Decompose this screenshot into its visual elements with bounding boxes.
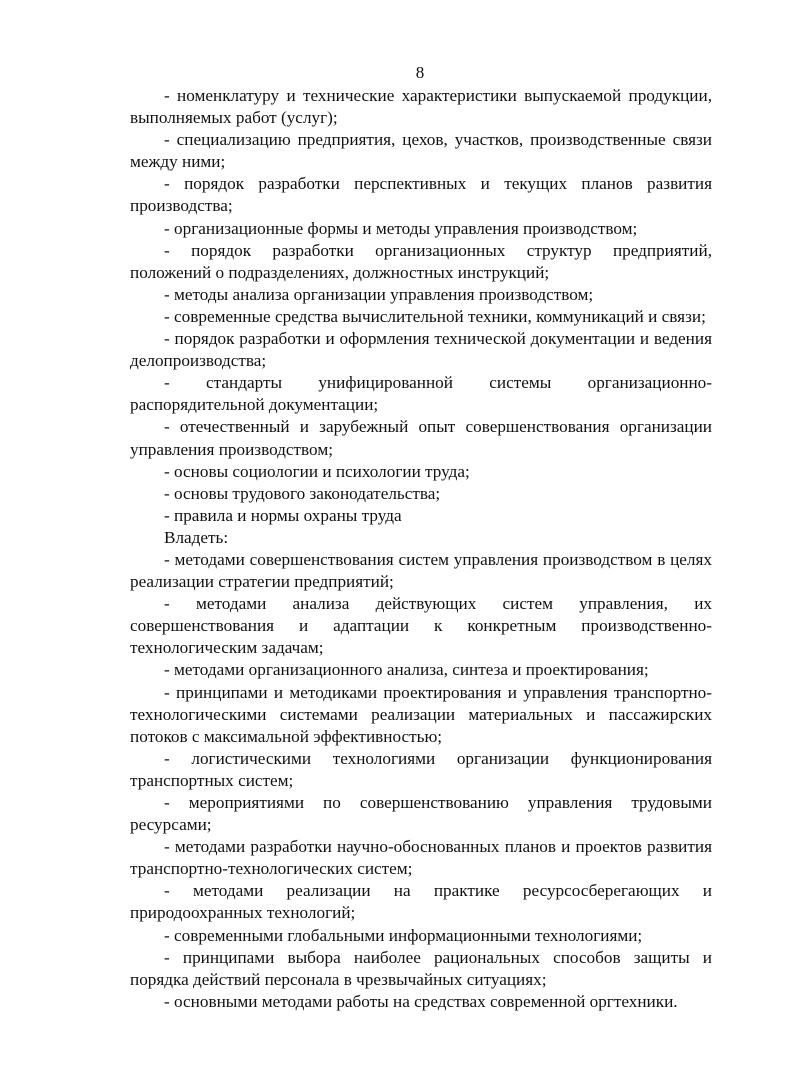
list-item: - методами разработки научно-обоснованных планов и проектов развития транспортно-технологических систем;: [130, 837, 712, 879]
list-item: - принципами и методиками проектирования и управления транспортно-технологическими системами реализации материальных и пассажирских потоков с максимальной эффективностью;: [130, 682, 712, 746]
list-item: - современными глобальными информационными технологиями;: [164, 925, 643, 945]
list-item: - логистическими технологиями организации функционирования транспортных систем;: [130, 748, 712, 790]
list-item: - основы социологии и психологии труда;: [164, 461, 470, 481]
list-item: - отечественный и зарубежный опыт совершенствования организации управления производством;: [130, 417, 712, 459]
section-heading: Владеть:: [164, 527, 229, 547]
list-item: - основы трудового законодательства;: [164, 483, 441, 503]
page-number: 8: [415, 63, 425, 82]
list-item: - методами анализа действующих систем управления, их совершенствования и адаптации к конкретным производственно-технологическим задачам;: [130, 594, 712, 658]
list-item: - основными методами работы на средствах современной оргтехники.: [164, 991, 678, 1011]
list-item: - методами совершенствования систем управления производством в целях реализации стратегии предприятий;: [130, 549, 712, 592]
list-item: - порядок разработки организационных структур предприятий, положений о подразделениях, должностных инструкций;: [130, 240, 712, 282]
list-item: - методами реализации на практике ресурсосберегающих и природоохранных технологий;: [130, 881, 712, 923]
list-item: - методы анализа организации управления производством;: [164, 284, 594, 304]
list-item: - номенклатуру и технические характеристики выпускаемой продукции, выполняемых работ (услуг);: [130, 86, 712, 128]
list-item: - стандарты унифицированной системы организационно-распорядительной документации;: [130, 373, 712, 415]
list-item: - мероприятиями по совершенствованию управления трудовыми ресурсами;: [130, 793, 712, 835]
list-item: - порядок разработки перспективных и текущих планов развития производства;: [130, 174, 712, 216]
list-item: - специализацию предприятия, цехов, участков, производственные связи между ними;: [130, 130, 712, 172]
list-item: - правила и нормы охраны труда: [164, 505, 402, 525]
list-item: - организационные формы и методы управления производством;: [164, 218, 638, 238]
list-item: - современные средства вычислительной техники, коммуникаций и связи;: [164, 306, 706, 326]
list-item: - принципами выбора наиболее рациональных способов защиты и порядка действий персонала в чрезвычайных ситуациях;: [130, 947, 712, 989]
document-body: [130, 85, 712, 1013]
list-item: - методами организационного анализа, синтеза и проектирования;: [164, 660, 649, 680]
list-item: - порядок разработки и оформления технической документации и ведения делопроизводства;: [130, 329, 712, 371]
